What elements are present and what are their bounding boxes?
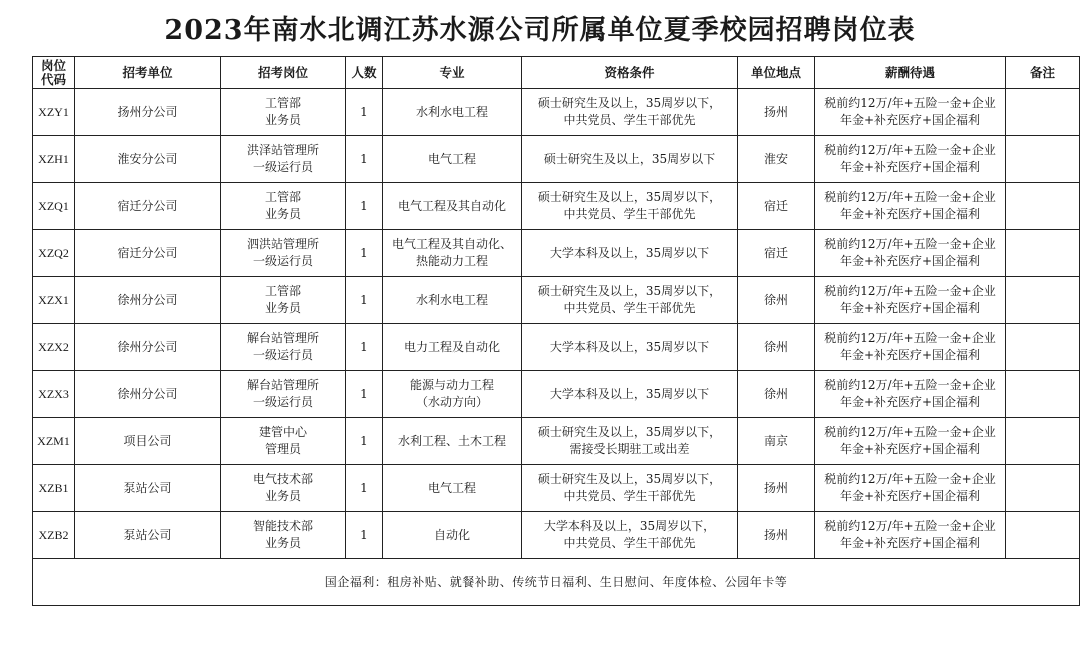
cell-count: 1 bbox=[346, 230, 383, 277]
cell-code: XZM1 bbox=[33, 418, 75, 465]
cell-unit: 徐州分公司 bbox=[75, 324, 221, 371]
cell-position: 智能技术部 业务员 bbox=[221, 512, 346, 559]
cell-unit: 泵站公司 bbox=[75, 465, 221, 512]
cell-location: 淮安 bbox=[738, 136, 815, 183]
cell-major: 电气工程 bbox=[383, 136, 522, 183]
cell-major: 电气工程 bbox=[383, 465, 522, 512]
cell-major: 电气工程及其自动化 bbox=[383, 183, 522, 230]
cell-position: 建管中心 管理员 bbox=[221, 418, 346, 465]
cell-salary: 税前约12万/年+五险一金+企业 年金+补充医疗+国企福利 bbox=[815, 418, 1006, 465]
cell-remarks bbox=[1006, 136, 1080, 183]
cell-position: 工管部 业务员 bbox=[221, 89, 346, 136]
cell-salary: 税前约12万/年+五险一金+企业 年金+补充医疗+国企福利 bbox=[815, 89, 1006, 136]
cell-unit: 项目公司 bbox=[75, 418, 221, 465]
cell-requirements: 硕士研究生及以上，35周岁以下， 中共党员、学生干部优先 bbox=[522, 465, 738, 512]
cell-location: 徐州 bbox=[738, 324, 815, 371]
cell-remarks bbox=[1006, 512, 1080, 559]
cell-salary: 税前约12万/年+五险一金+企业 年金+补充医疗+国企福利 bbox=[815, 230, 1006, 277]
cell-position: 洪泽站管理所 一级运行员 bbox=[221, 136, 346, 183]
cell-position: 工管部 业务员 bbox=[221, 183, 346, 230]
cell-code: XZQ2 bbox=[33, 230, 75, 277]
cell-code: XZH1 bbox=[33, 136, 75, 183]
table-row bbox=[33, 230, 1080, 277]
cell-unit: 泵站公司 bbox=[75, 512, 221, 559]
cell-location: 徐州 bbox=[738, 277, 815, 324]
cell-position: 工管部 业务员 bbox=[221, 277, 346, 324]
header-count: 人数 bbox=[346, 57, 383, 89]
cell-requirements: 硕士研究生及以上，35周岁以下 bbox=[522, 136, 738, 183]
cell-count: 1 bbox=[346, 512, 383, 559]
cell-code: XZB2 bbox=[33, 512, 75, 559]
cell-count: 1 bbox=[346, 89, 383, 136]
cell-count: 1 bbox=[346, 277, 383, 324]
cell-remarks bbox=[1006, 183, 1080, 230]
cell-count: 1 bbox=[346, 418, 383, 465]
cell-code: XZY1 bbox=[33, 89, 75, 136]
table-row bbox=[33, 277, 1080, 324]
table-body bbox=[33, 89, 1080, 606]
cell-count: 1 bbox=[346, 371, 383, 418]
cell-unit: 徐州分公司 bbox=[75, 371, 221, 418]
header-requirements: 资格条件 bbox=[522, 57, 738, 89]
cell-remarks bbox=[1006, 230, 1080, 277]
cell-requirements: 硕士研究生及以上，35周岁以下， 中共党员、学生干部优先 bbox=[522, 89, 738, 136]
table-row bbox=[33, 418, 1080, 465]
cell-remarks bbox=[1006, 89, 1080, 136]
cell-unit: 宿迁分公司 bbox=[75, 230, 221, 277]
cell-remarks bbox=[1006, 324, 1080, 371]
cell-salary: 税前约12万/年+五险一金+企业 年金+补充医疗+国企福利 bbox=[815, 512, 1006, 559]
cell-location: 扬州 bbox=[738, 465, 815, 512]
table-row bbox=[33, 512, 1080, 559]
cell-position: 泗洪站管理所 一级运行员 bbox=[221, 230, 346, 277]
cell-major: 水利工程、土木工程 bbox=[383, 418, 522, 465]
cell-count: 1 bbox=[346, 465, 383, 512]
cell-major: 水利水电工程 bbox=[383, 89, 522, 136]
recruitment-table bbox=[32, 56, 1080, 606]
cell-requirements: 大学本科及以上，35周岁以下， 中共党员、学生干部优先 bbox=[522, 512, 738, 559]
table-row bbox=[33, 465, 1080, 512]
cell-salary: 税前约12万/年+五险一金+企业 年金+补充医疗+国企福利 bbox=[815, 465, 1006, 512]
cell-location: 扬州 bbox=[738, 89, 815, 136]
header-major: 专业 bbox=[383, 57, 522, 89]
table-row bbox=[33, 183, 1080, 230]
table-row bbox=[33, 324, 1080, 371]
table-row bbox=[33, 136, 1080, 183]
cell-position: 解台站管理所 一级运行员 bbox=[221, 324, 346, 371]
cell-unit: 宿迁分公司 bbox=[75, 183, 221, 230]
cell-position: 电气技术部 业务员 bbox=[221, 465, 346, 512]
cell-requirements: 硕士研究生及以上，35周岁以下， 中共党员、学生干部优先 bbox=[522, 183, 738, 230]
cell-major: 能源与动力工程 （水动方向） bbox=[383, 371, 522, 418]
cell-location: 宿迁 bbox=[738, 183, 815, 230]
cell-major: 电气工程及其自动化、 热能动力工程 bbox=[383, 230, 522, 277]
header-location: 单位地点 bbox=[738, 57, 815, 89]
cell-count: 1 bbox=[346, 183, 383, 230]
header-code: 岗位 代码 bbox=[33, 57, 75, 89]
cell-location: 扬州 bbox=[738, 512, 815, 559]
document-title: 2023年南水北调江苏水源公司所属单位夏季校园招聘岗位表 bbox=[164, 15, 916, 46]
cell-code: XZQ1 bbox=[33, 183, 75, 230]
header-remarks: 备注 bbox=[1006, 57, 1080, 89]
table-header-row bbox=[33, 57, 1080, 89]
welfare-note: 国企福利：租房补贴、就餐补助、传统节日福利、生日慰问、年度体检、公园年卡等 bbox=[33, 559, 1080, 606]
cell-position: 解台站管理所 一级运行员 bbox=[221, 371, 346, 418]
cell-requirements: 大学本科及以上，35周岁以下 bbox=[522, 230, 738, 277]
cell-remarks bbox=[1006, 465, 1080, 512]
cell-unit: 淮安分公司 bbox=[75, 136, 221, 183]
cell-remarks bbox=[1006, 371, 1080, 418]
cell-code: XZX1 bbox=[33, 277, 75, 324]
cell-major: 电力工程及自动化 bbox=[383, 324, 522, 371]
cell-salary: 税前约12万/年+五险一金+企业 年金+补充医疗+国企福利 bbox=[815, 371, 1006, 418]
table-row bbox=[33, 89, 1080, 136]
cell-salary: 税前约12万/年+五险一金+企业 年金+补充医疗+国企福利 bbox=[815, 183, 1006, 230]
cell-salary: 税前约12万/年+五险一金+企业 年金+补充医疗+国企福利 bbox=[815, 136, 1006, 183]
cell-requirements: 大学本科及以上，35周岁以下 bbox=[522, 324, 738, 371]
cell-requirements: 大学本科及以上，35周岁以下 bbox=[522, 371, 738, 418]
header-unit: 招考单位 bbox=[75, 57, 221, 89]
header-salary: 薪酬待遇 bbox=[815, 57, 1006, 89]
footer-row bbox=[33, 559, 1080, 606]
cell-count: 1 bbox=[346, 136, 383, 183]
header-position: 招考岗位 bbox=[221, 57, 346, 89]
cell-salary: 税前约12万/年+五险一金+企业 年金+补充医疗+国企福利 bbox=[815, 277, 1006, 324]
cell-code: XZX2 bbox=[33, 324, 75, 371]
cell-location: 徐州 bbox=[738, 371, 815, 418]
cell-code: XZB1 bbox=[33, 465, 75, 512]
cell-remarks bbox=[1006, 277, 1080, 324]
cell-count: 1 bbox=[346, 324, 383, 371]
cell-requirements: 硕士研究生及以上，35周岁以下， 需接受长期驻工或出差 bbox=[522, 418, 738, 465]
cell-location: 宿迁 bbox=[738, 230, 815, 277]
cell-major: 水利水电工程 bbox=[383, 277, 522, 324]
cell-code: XZX3 bbox=[33, 371, 75, 418]
cell-remarks bbox=[1006, 418, 1080, 465]
cell-location: 南京 bbox=[738, 418, 815, 465]
cell-requirements: 硕士研究生及以上，35周岁以下， 中共党员、学生干部优先 bbox=[522, 277, 738, 324]
cell-unit: 扬州分公司 bbox=[75, 89, 221, 136]
cell-unit: 徐州分公司 bbox=[75, 277, 221, 324]
table-row bbox=[33, 371, 1080, 418]
cell-salary: 税前约12万/年+五险一金+企业 年金+补充医疗+国企福利 bbox=[815, 324, 1006, 371]
cell-major: 自动化 bbox=[383, 512, 522, 559]
